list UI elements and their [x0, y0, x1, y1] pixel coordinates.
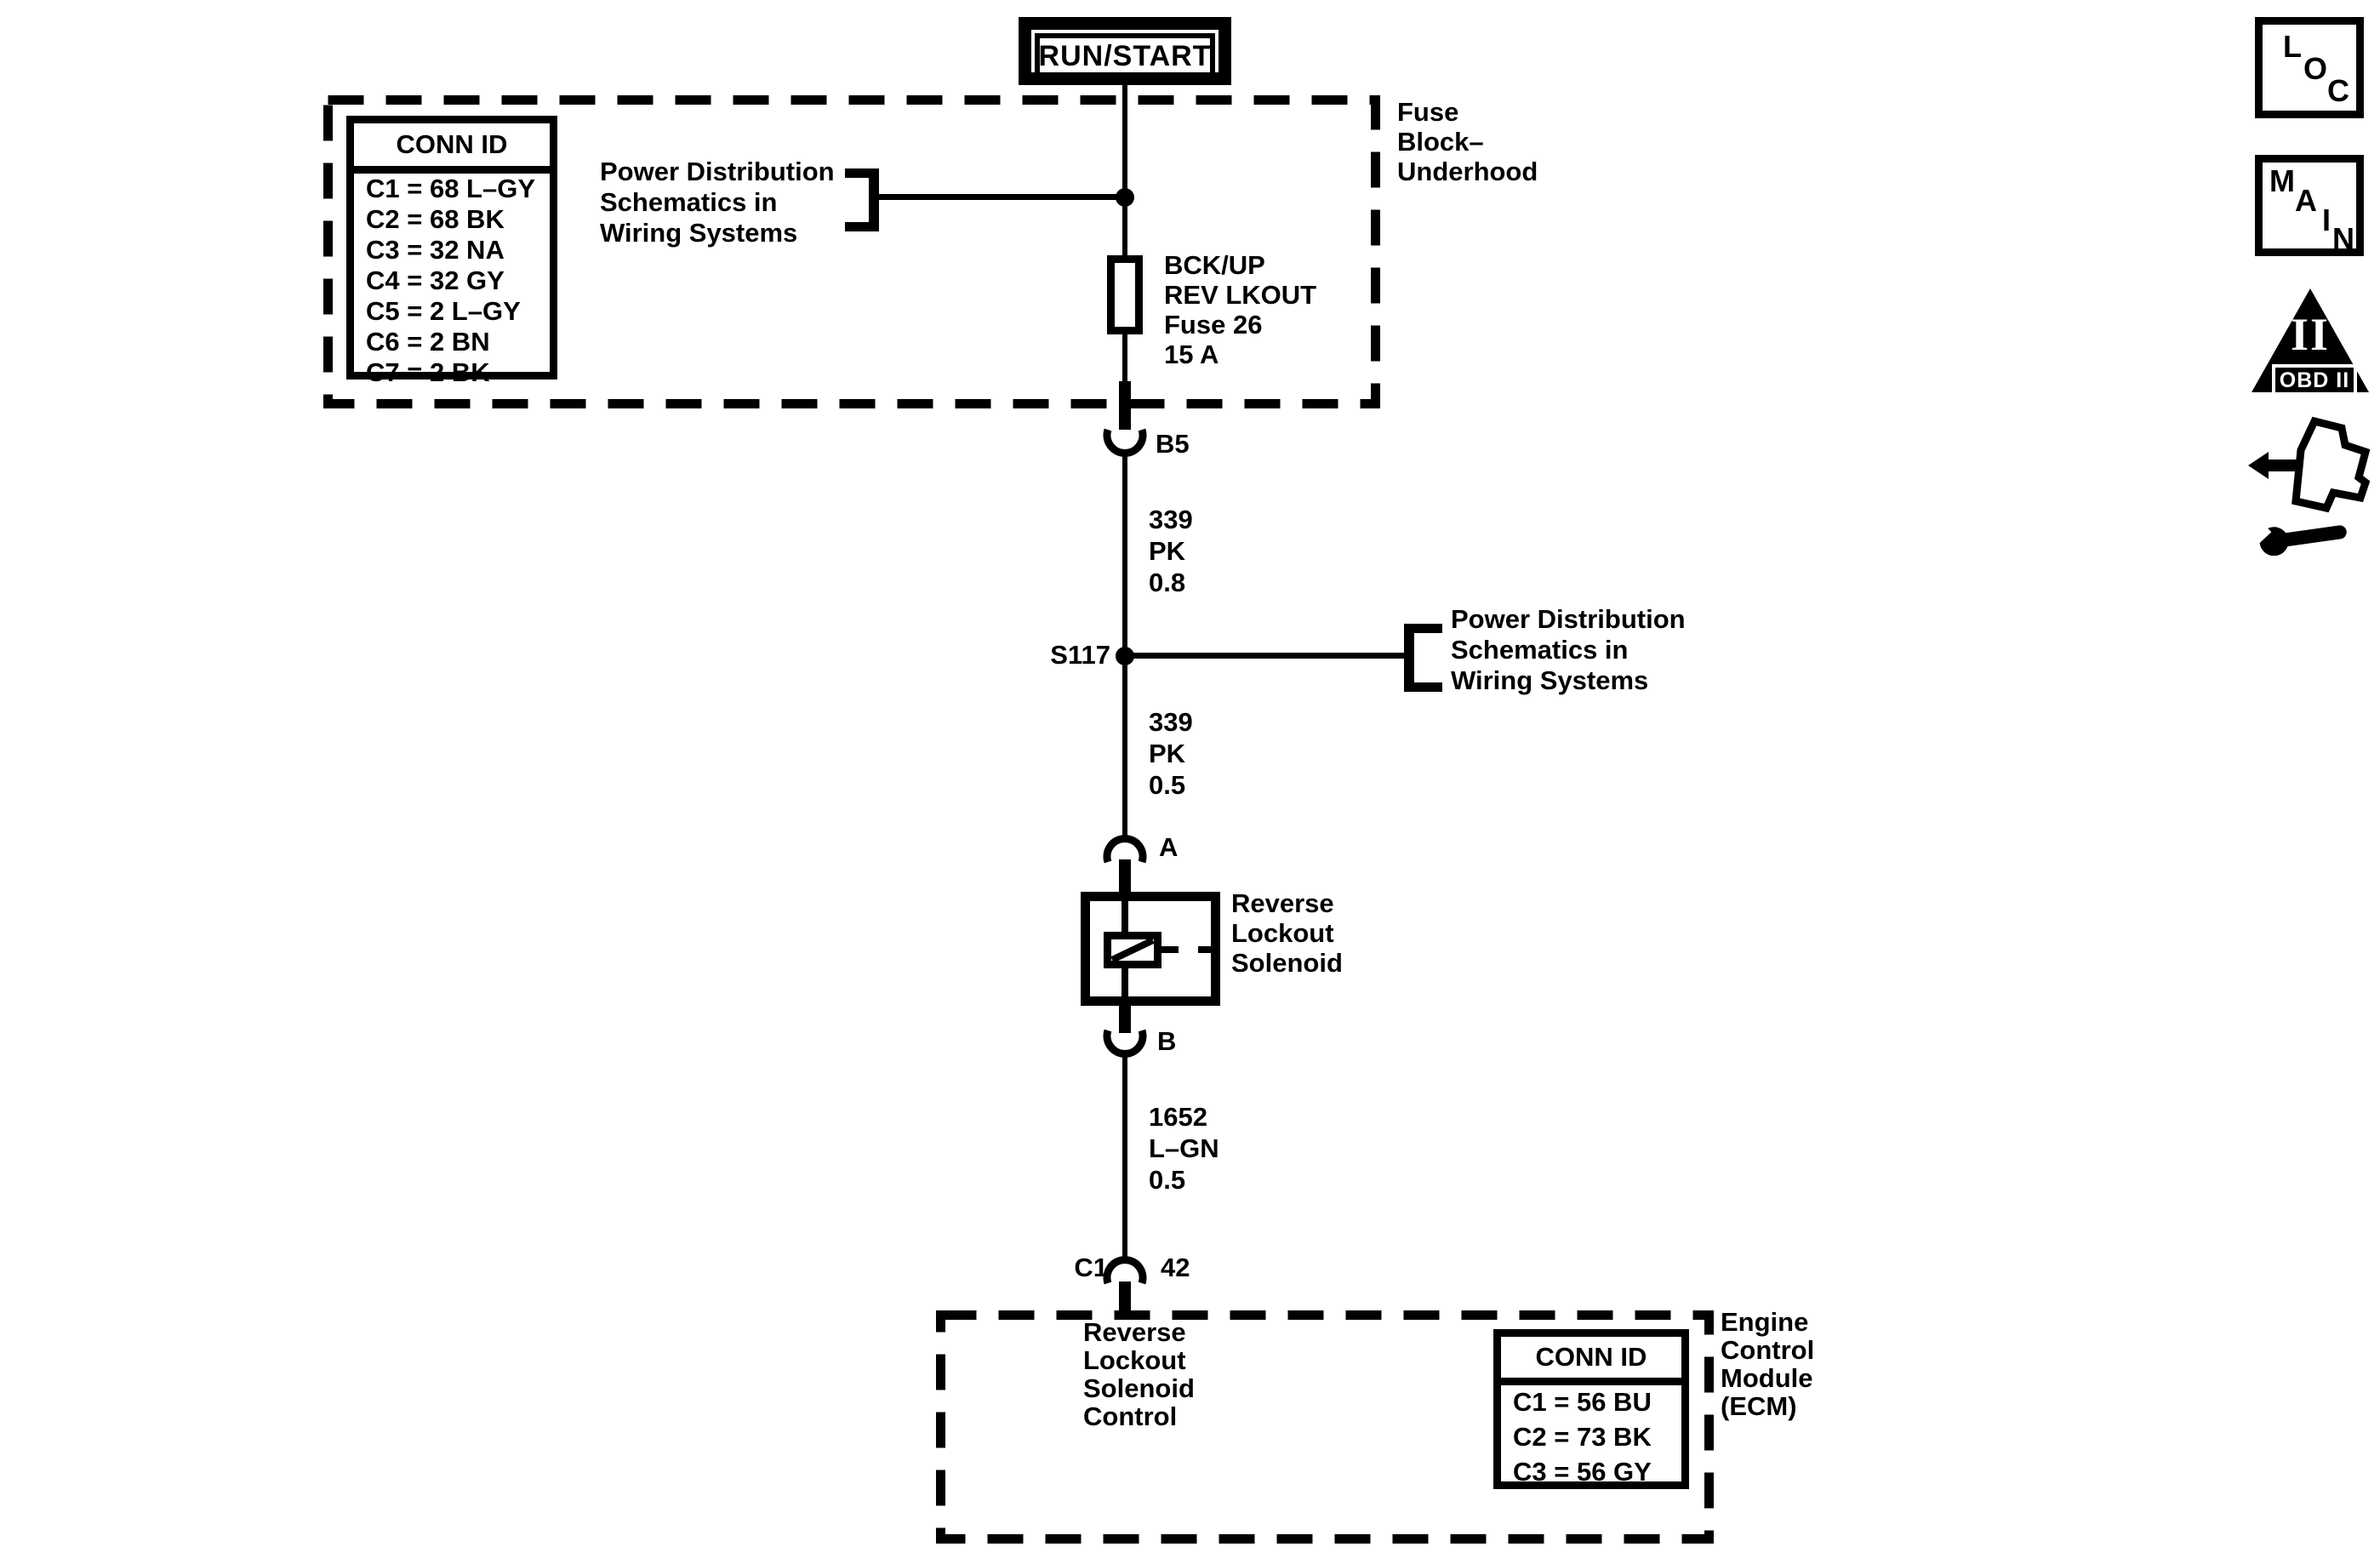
- wire-branch-to-power-distribution: [878, 194, 1125, 200]
- connector-c1-label: C1: [1074, 1253, 1108, 1282]
- table-row: C3 = 56 GY: [1513, 1456, 1652, 1487]
- obd-numeral: II: [2290, 309, 2331, 360]
- connector-b-icon: [1102, 1024, 1148, 1058]
- wire-segment: [1122, 659, 1127, 839]
- reference-bracket-arm: [1404, 624, 1442, 633]
- fuse-block-conn-id-table: [346, 116, 557, 387]
- splice-s117-label: S117: [1050, 640, 1110, 670]
- wire-segment: [1122, 333, 1127, 385]
- loc-letter: O: [2303, 51, 2328, 86]
- table-row: C7 = 2 BK: [366, 357, 490, 387]
- power-source-box: [1019, 17, 1231, 85]
- loc-letter: C: [2327, 73, 2349, 108]
- table-row: C4 = 32 GY: [366, 265, 505, 295]
- connector-a-label: A: [1159, 832, 1179, 862]
- conn-id-rows: [354, 174, 550, 387]
- pin-42-label: 42: [1161, 1253, 1190, 1282]
- wire-segment: [1122, 892, 1128, 936]
- obd-label: OBD II: [2272, 364, 2357, 397]
- solenoid-coil-symbol: [1104, 932, 1161, 968]
- main-letter: A: [2295, 183, 2317, 218]
- conn-id-rows: [1501, 1385, 1681, 1489]
- power-source-label: RUN/START: [1035, 33, 1215, 79]
- wire-branch-from-splice: [1125, 653, 1406, 659]
- table-row: C2 = 73 BK: [1513, 1421, 1652, 1452]
- power-distribution-reference-right[interactable]: Power Distribution Schematics in Wiring Systems: [1451, 604, 1686, 695]
- connector-b5-icon: [1102, 423, 1148, 457]
- reference-bracket-bar: [1404, 624, 1414, 692]
- fuse-symbol: [1107, 255, 1143, 334]
- table-row: C1 = 56 BU: [1513, 1387, 1652, 1418]
- wire-label-339-pk-08: 339 PK 0.8: [1149, 505, 1193, 597]
- power-distribution-reference-left[interactable]: Power Distribution Schematics in Wiring Systems: [600, 157, 835, 248]
- fuse-block-label: Fuse Block– Underhood: [1397, 97, 1538, 186]
- table-row: C2 = 68 BK: [366, 204, 505, 234]
- reference-bracket-arm: [1404, 682, 1442, 692]
- main-letter: I: [2322, 203, 2331, 237]
- solenoid-contact-segment: [1198, 946, 1213, 953]
- obd-ii-icon[interactable]: [2251, 288, 2370, 393]
- diagnostic-hand-wrench-icon[interactable]: [2246, 413, 2376, 556]
- table-row: C1 = 68 L–GY: [366, 174, 536, 203]
- wire-label-1652-lgn-05: 1652 L–GN 0.5: [1149, 1102, 1219, 1195]
- wire-segment: [1122, 83, 1127, 259]
- table-row: C5 = 2 L–GY: [366, 296, 521, 326]
- reference-bracket-arm: [845, 168, 879, 178]
- main-icon[interactable]: [2255, 155, 2364, 256]
- connector-b5-label: B5: [1156, 429, 1190, 459]
- solenoid-label: Reverse Lockout Solenoid: [1231, 888, 1343, 978]
- connector-b-label: B: [1157, 1026, 1177, 1056]
- conn-id-header: CONN ID: [1501, 1337, 1681, 1385]
- hand-outline-icon: [2296, 421, 2366, 508]
- fuse-label: BCK/UP REV LKOUT Fuse 26 15 A: [1164, 250, 1317, 369]
- solenoid-contact-segment: [1161, 946, 1179, 953]
- wire-segment: [1122, 454, 1127, 658]
- wire-label-339-pk-05: 339 PK 0.5: [1149, 707, 1193, 800]
- ecm-name-label: Engine Control Module (ECM): [1721, 1307, 1815, 1421]
- loc-icon[interactable]: [2255, 17, 2364, 118]
- ecm-signal-label: Reverse Lockout Solenoid Control: [1083, 1317, 1195, 1431]
- loc-letter: L: [2283, 29, 2302, 64]
- wrench-icon: [2246, 511, 2349, 556]
- ecm-conn-id-table: [1493, 1329, 1689, 1489]
- conn-id-header: CONN ID: [354, 123, 550, 174]
- wire-segment: [1122, 1056, 1127, 1261]
- wire-segment: [1122, 965, 1128, 1006]
- table-row: C6 = 2 BN: [366, 327, 490, 357]
- main-letter: M: [2269, 163, 2295, 198]
- reference-bracket-arm: [845, 222, 879, 231]
- table-row: C3 = 32 NA: [366, 235, 505, 265]
- main-letter: N: [2332, 221, 2354, 256]
